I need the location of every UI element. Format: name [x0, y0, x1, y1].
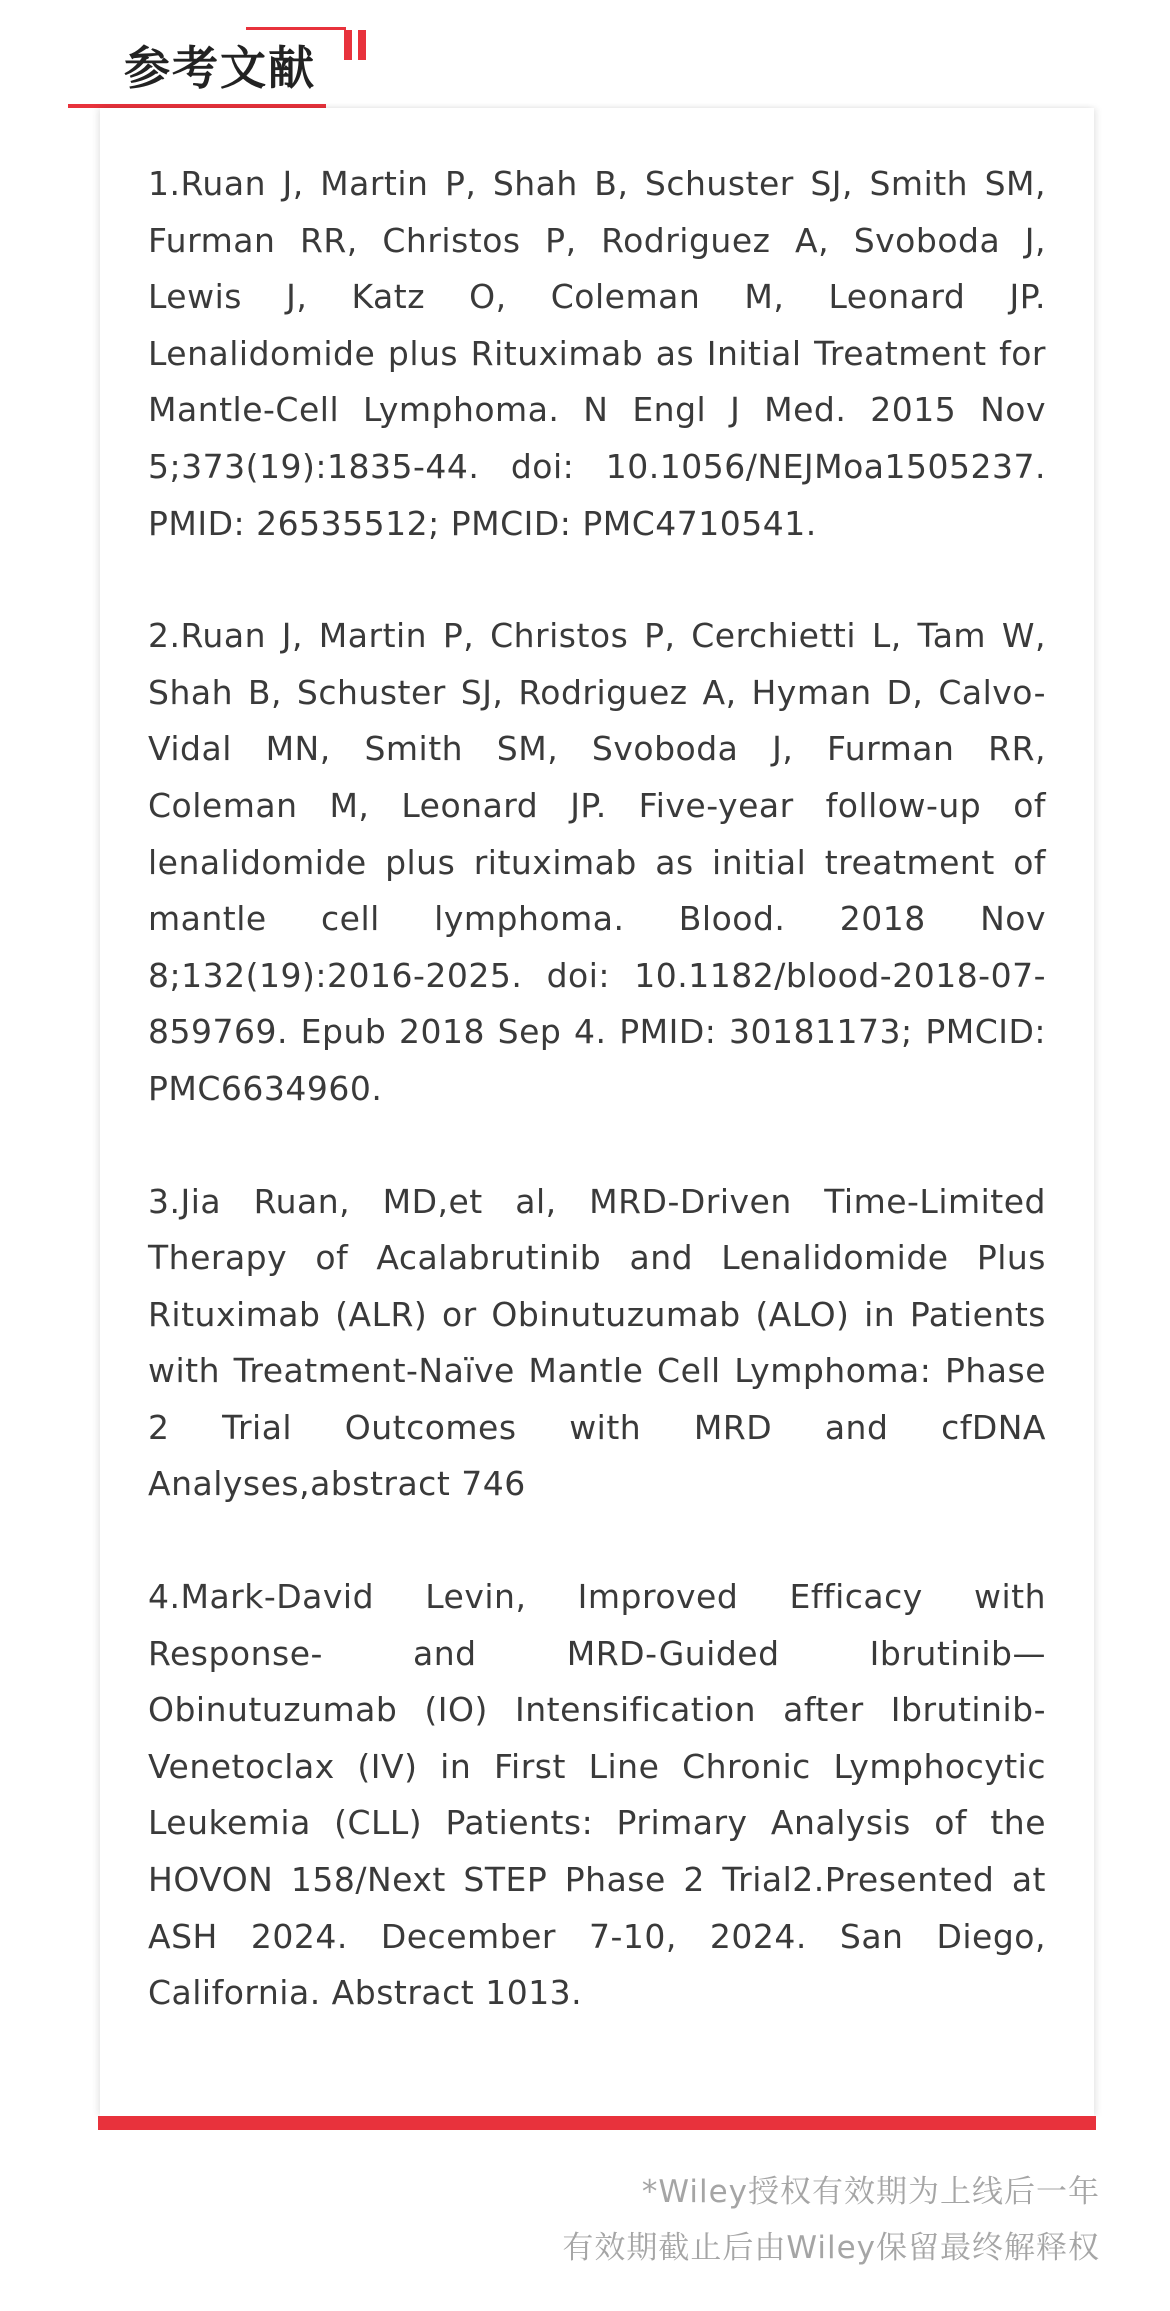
reference-item: 1.Ruan J, Martin P, Shah B, Schuster SJ, Smith SM, Furman RR, Christos P, Rodriguez A, Svoboda J, Lewis J, Katz O, Coleman M, Leonard JP. Lenalidomide plus Rituximab as Initial Treatment for Mantle-Cell Lymphoma. N Engl J Med. 2015 Nov 5;373(19):1835-44. doi: 10.1056/NEJMoa1505237. PMID: 26535512; PMCID: PMC4710541.: [148, 164, 1046, 543]
reference-item: 4.Mark-David Levin, Improved Efficacy with Response- and MRD-Guided Ibrutinib—Obinutuzumab (IO) Intensification after Ibrutinib-Venetoclax (IV) in First Line Chronic Lymphocytic Leukemia (CLL) Patients: Primary Analysis of the HOVON 158/Next STEP Phase 2 Trial2.Presented at ASH 2024. December 7-10, 2024. San Diego, California. Abstract 1013.: [148, 1577, 1046, 2013]
reference-item: 3.Jia Ruan, MD,et al, MRD-Driven Time-Limited Therapy of Acalabrutinib and Lenalidomide Plus Rituximab (ALR) or Obinutuzumab (ALO) in Patients with Treatment-Naïve Mantle Cell Lymphoma: Phase 2 Trial Outcomes with MRD and cfDNA Analyses,abstract 746: [148, 1181, 1046, 1504]
copyright-note: [562, 2164, 1100, 2276]
references-card: [100, 108, 1094, 2116]
section-title: 参考文献: [124, 41, 316, 95]
header-top-accent-line: [246, 27, 346, 30]
reference-item: 2.Ruan J, Martin P, Christos P, Cerchietti L, Tam W, Shah B, Schuster SJ, Rodriguez A, Hyman D, Calvo-Vidal MN, Smith SM, Svoboda J, Furman RR, Coleman M, Leonard JP. Five-year follow-up of lenalidomide plus rituximab as initial treatment of mantle cell lymphoma. Blood. 2018 Nov 8;132(19):2016-2025. doi: 10.1182/blood-2018-07-859769. Epub 2018 Sep 4. PMID: 30181173; PMCID: PMC6634960.: [148, 616, 1046, 1108]
header-accent-bar: [358, 30, 366, 60]
copyright-note-line: *Wiley授权有效期为上线后一年: [641, 2174, 1100, 2210]
section-header: [0, 0, 1170, 120]
header-accent-bar: [344, 30, 352, 60]
reference-list: [148, 156, 1046, 2078]
card-bottom-accent-bar: [98, 2116, 1096, 2130]
copyright-note-line: 有效期截止后由Wiley保留最终解释权: [562, 2230, 1100, 2266]
